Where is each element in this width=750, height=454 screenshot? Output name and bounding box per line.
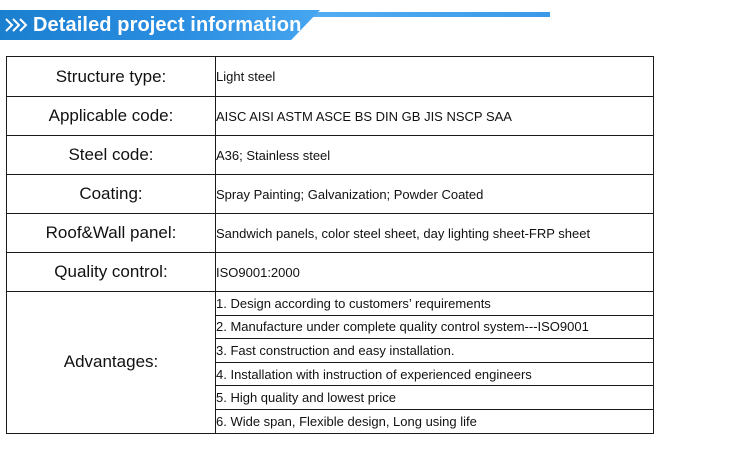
row-value-quality-control: ISO9001:2000 xyxy=(216,253,654,292)
table-row xyxy=(7,253,654,292)
row-label-structure-type: Structure type: xyxy=(7,57,216,97)
advantage-item: 1. Design according to customers’ requirements xyxy=(216,292,654,316)
row-label-advantages: Advantages: xyxy=(7,292,216,434)
row-label-applicable-code: Applicable code: xyxy=(7,97,216,136)
table-row xyxy=(7,136,654,175)
advantage-item: 2. Manufacture under complete quality control system---ISO9001 xyxy=(216,315,654,339)
advantage-item: 6. Wide span, Flexible design, Long using life xyxy=(216,409,654,433)
row-value-steel-code: A36; Stainless steel xyxy=(216,136,654,175)
row-label-coating: Coating: xyxy=(7,175,216,214)
section-title: Detailed project information xyxy=(33,14,302,36)
table-row xyxy=(7,57,654,97)
row-value-structure-type: Light steel xyxy=(216,57,654,97)
row-label-roof-wall-panel: Roof&Wall panel: xyxy=(7,214,216,253)
row-value-coating: Spray Painting; Galvanization; Powder Coated xyxy=(216,175,654,214)
row-value-roof-wall-panel: Sandwich panels, color steel sheet, day lighting sheet-FRP sheet xyxy=(216,214,654,253)
row-value-applicable-code: AISC AISI ASTM ASCE BS DIN GB JIS NSCP SAA xyxy=(216,97,654,136)
advantage-row xyxy=(7,292,654,316)
advantage-item: 4. Installation with instruction of experienced engineers xyxy=(216,362,654,386)
advantage-item: 3. Fast construction and easy installation. xyxy=(216,339,654,363)
table-row xyxy=(7,214,654,253)
row-label-quality-control: Quality control: xyxy=(7,253,216,292)
triple-chevron-right-icon xyxy=(5,14,31,36)
table-row xyxy=(7,175,654,214)
banner-accent-line xyxy=(300,12,550,17)
table-row xyxy=(7,97,654,136)
row-label-steel-code: Steel code: xyxy=(7,136,216,175)
project-spec-table xyxy=(6,56,654,434)
section-header-banner xyxy=(0,10,560,40)
advantage-item: 5. High quality and lowest price xyxy=(216,386,654,410)
